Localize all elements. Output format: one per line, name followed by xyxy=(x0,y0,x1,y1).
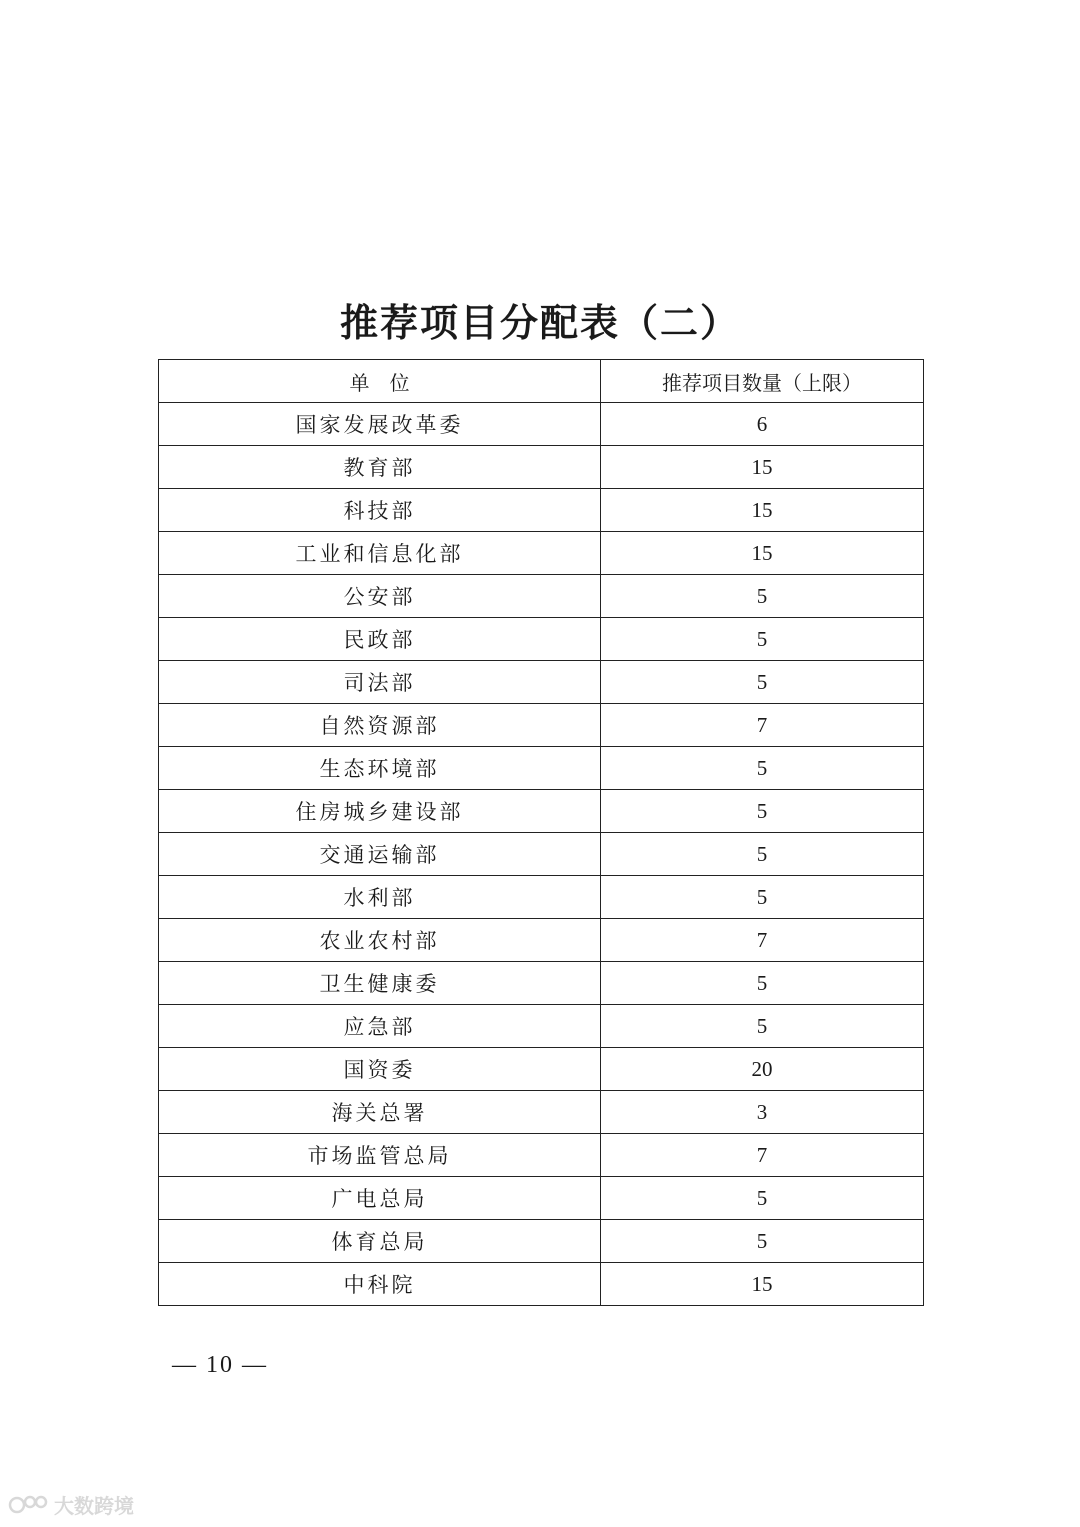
table-row xyxy=(159,876,924,919)
unit-cell: 中科院 xyxy=(159,1263,601,1306)
table-row xyxy=(159,1220,924,1263)
count-cell: 5 xyxy=(601,1177,924,1220)
unit-cell: 交通运输部 xyxy=(159,833,601,876)
table-row xyxy=(159,1005,924,1048)
table-row xyxy=(159,747,924,790)
unit-cell: 工业和信息化部 xyxy=(159,532,601,575)
count-cell: 3 xyxy=(601,1091,924,1134)
unit-cell: 农业农村部 xyxy=(159,919,601,962)
table-row xyxy=(159,704,924,747)
unit-cell: 公安部 xyxy=(159,575,601,618)
count-cell: 5 xyxy=(601,747,924,790)
table-row xyxy=(159,1048,924,1091)
unit-cell: 司法部 xyxy=(159,661,601,704)
unit-cell: 广电总局 xyxy=(159,1177,601,1220)
unit-cell: 自然资源部 xyxy=(159,704,601,747)
table-row xyxy=(159,661,924,704)
table-row xyxy=(159,489,924,532)
count-cell: 15 xyxy=(601,489,924,532)
unit-cell: 卫生健康委 xyxy=(159,962,601,1005)
count-cell: 7 xyxy=(601,919,924,962)
watermark-logo-icon xyxy=(8,1494,48,1516)
table-row xyxy=(159,1263,924,1306)
page-title: 推荐项目分配表（二） xyxy=(339,301,740,345)
table-row xyxy=(159,790,924,833)
count-cell: 5 xyxy=(601,1220,924,1263)
table-row xyxy=(159,833,924,876)
count-cell: 5 xyxy=(601,962,924,1005)
table-row xyxy=(159,618,924,661)
count-cell: 5 xyxy=(601,790,924,833)
unit-cell: 科技部 xyxy=(159,489,601,532)
table-body xyxy=(159,403,924,1306)
allocation-table xyxy=(158,359,924,1306)
unit-cell: 市场监管总局 xyxy=(159,1134,601,1177)
table-header-row xyxy=(159,360,924,403)
table-row xyxy=(159,1134,924,1177)
table-row xyxy=(159,446,924,489)
unit-cell: 教育部 xyxy=(159,446,601,489)
watermark xyxy=(8,1490,134,1519)
count-cell: 6 xyxy=(601,403,924,446)
count-cell: 7 xyxy=(601,1134,924,1177)
count-cell: 5 xyxy=(601,876,924,919)
table-row xyxy=(159,1091,924,1134)
unit-cell: 民政部 xyxy=(159,618,601,661)
count-cell: 15 xyxy=(601,532,924,575)
table-row xyxy=(159,1177,924,1220)
table-row xyxy=(159,962,924,1005)
header-count: 推荐项目数量（上限） xyxy=(601,360,924,403)
table-row xyxy=(159,403,924,446)
watermark-text: 大数跨境 xyxy=(54,1494,134,1518)
count-cell: 15 xyxy=(601,1263,924,1306)
unit-cell: 海关总署 xyxy=(159,1091,601,1134)
unit-cell: 住房城乡建设部 xyxy=(159,790,601,833)
unit-cell: 国资委 xyxy=(159,1048,601,1091)
unit-cell: 水利部 xyxy=(159,876,601,919)
count-cell: 5 xyxy=(601,575,924,618)
count-cell: 7 xyxy=(601,704,924,747)
unit-cell: 应急部 xyxy=(159,1005,601,1048)
unit-cell: 体育总局 xyxy=(159,1220,601,1263)
count-cell: 5 xyxy=(601,661,924,704)
table-row xyxy=(159,532,924,575)
count-cell: 15 xyxy=(601,446,924,489)
count-cell: 5 xyxy=(601,618,924,661)
unit-cell: 国家发展改革委 xyxy=(159,403,601,446)
unit-cell: 生态环境部 xyxy=(159,747,601,790)
count-cell: 20 xyxy=(601,1048,924,1091)
page-number: — 10 — xyxy=(172,1352,268,1378)
count-cell: 5 xyxy=(601,1005,924,1048)
table-row xyxy=(159,575,924,618)
header-unit: 单 位 xyxy=(159,360,601,403)
count-cell: 5 xyxy=(601,833,924,876)
table-row xyxy=(159,919,924,962)
